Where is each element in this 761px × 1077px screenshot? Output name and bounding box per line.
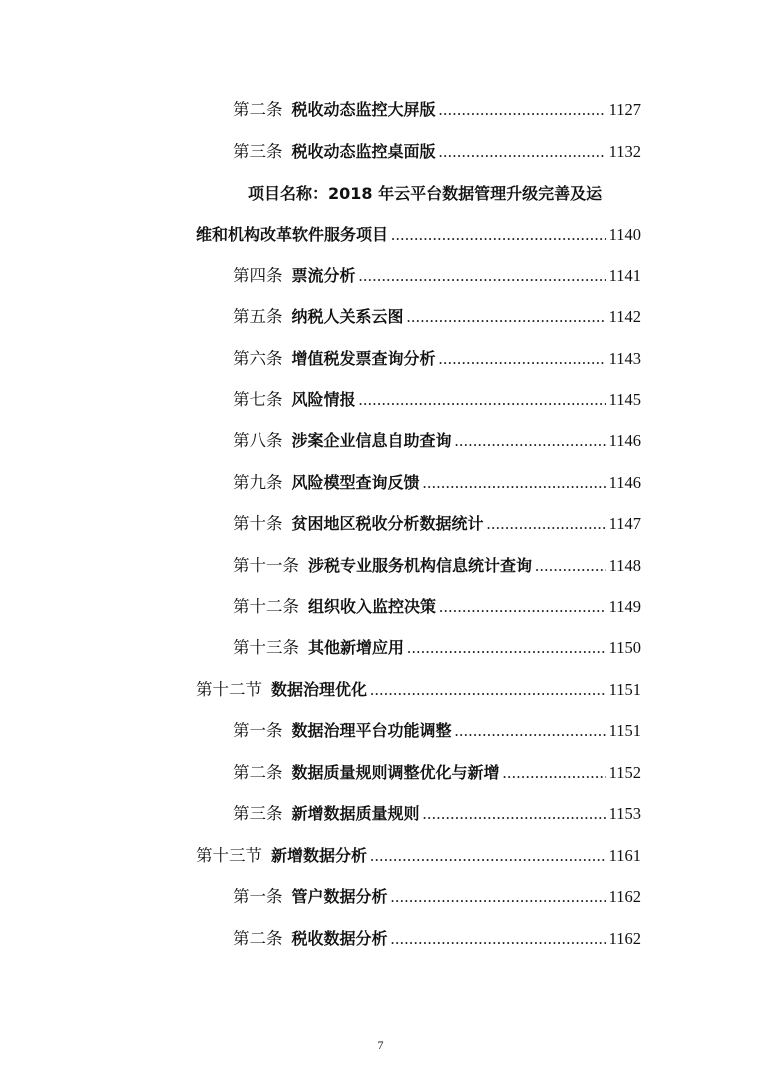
dot-leader bbox=[487, 510, 606, 538]
toc-entry[interactable] bbox=[233, 552, 641, 580]
dot-leader bbox=[359, 262, 606, 290]
toc-entry[interactable] bbox=[233, 262, 641, 290]
toc-entry[interactable] bbox=[233, 469, 641, 497]
toc-entry[interactable] bbox=[233, 593, 641, 621]
dot-leader bbox=[439, 138, 606, 166]
toc-section[interactable] bbox=[196, 676, 641, 704]
toc-entry-title: 新增数据质量规则 bbox=[291, 804, 420, 823]
toc-entry-title: 增值税发票查询分析 bbox=[291, 349, 436, 368]
toc-entry-page: 1148 bbox=[608, 556, 641, 575]
toc-entry[interactable] bbox=[233, 303, 641, 331]
toc-entry-title: 税收动态监控大屏版 bbox=[291, 100, 436, 119]
dot-leader bbox=[391, 925, 606, 953]
dot-leader bbox=[407, 634, 606, 662]
toc-entry-title: 贫困地区税收分析数据统计 bbox=[291, 514, 484, 533]
toc-entry-label: 第三条 bbox=[233, 804, 283, 823]
toc-section[interactable] bbox=[196, 842, 641, 870]
toc-entry-page: 1143 bbox=[608, 349, 641, 368]
toc-entry-page: 1147 bbox=[608, 514, 641, 533]
toc-entry-label: 第八条 bbox=[233, 431, 283, 450]
toc-entry-page: 1132 bbox=[608, 142, 641, 161]
dot-leader bbox=[370, 676, 606, 704]
project-title-line-1: 项目名称：2018 年云平台数据管理升级完善及运 bbox=[248, 184, 603, 203]
toc-entry-page: 1149 bbox=[608, 597, 641, 616]
toc-entry-title: 涉案企业信息自助查询 bbox=[291, 431, 452, 450]
dot-leader bbox=[423, 800, 606, 828]
toc-entry-title: 风险情报 bbox=[291, 390, 356, 409]
toc-entry[interactable] bbox=[233, 96, 641, 124]
toc-entry-label: 第七条 bbox=[233, 390, 283, 409]
dot-leader bbox=[535, 552, 606, 580]
dot-leader bbox=[359, 386, 606, 414]
toc-entry-title: 税收数据分析 bbox=[291, 929, 388, 948]
toc-entry-page: 1162 bbox=[608, 929, 641, 948]
toc-entry[interactable] bbox=[233, 345, 641, 373]
toc-entry-label: 第十二条 bbox=[233, 597, 299, 616]
dot-leader bbox=[439, 345, 606, 373]
toc-entry-page: 1162 bbox=[608, 887, 641, 906]
project-title-line-2: 维和机构改革软件服务项目 bbox=[196, 225, 389, 244]
toc-entry[interactable] bbox=[233, 717, 641, 745]
page-number: 7 bbox=[377, 1038, 384, 1052]
toc-entry-label: 第二条 bbox=[233, 763, 283, 782]
toc-entry-label: 第十三条 bbox=[233, 638, 299, 657]
toc-entry-label: 第一条 bbox=[233, 887, 283, 906]
toc-entry-label: 第四条 bbox=[233, 266, 283, 285]
toc-entry-label: 第二条 bbox=[233, 929, 283, 948]
toc-entry-title: 纳税人关系云图 bbox=[291, 307, 404, 326]
toc-entry-title: 数据质量规则调整优化与新增 bbox=[291, 763, 500, 782]
toc-entry-label: 第一条 bbox=[233, 721, 283, 740]
dot-leader bbox=[503, 759, 606, 787]
toc-entry-page: 1161 bbox=[608, 846, 641, 865]
toc-entry-title: 数据治理优化 bbox=[271, 680, 368, 699]
toc-entry-page: 1127 bbox=[608, 100, 641, 119]
toc-entry[interactable] bbox=[233, 759, 641, 787]
toc-entry[interactable] bbox=[233, 138, 641, 166]
toc-entry-title: 管户数据分析 bbox=[291, 887, 388, 906]
dot-leader bbox=[391, 883, 606, 911]
toc-entry-title: 数据治理平台功能调整 bbox=[291, 721, 452, 740]
toc-entry-page: 1152 bbox=[608, 763, 641, 782]
toc-entry-page: 1151 bbox=[608, 680, 641, 699]
toc-entry[interactable] bbox=[233, 925, 641, 953]
dot-leader bbox=[439, 593, 606, 621]
toc-entry-title: 税收动态监控桌面版 bbox=[291, 142, 436, 161]
toc-entry-title: 票流分析 bbox=[291, 266, 356, 285]
dot-leader bbox=[439, 96, 606, 124]
toc-entry[interactable] bbox=[233, 427, 641, 455]
toc-entry-page: 1153 bbox=[608, 804, 641, 823]
dot-leader bbox=[391, 221, 606, 249]
toc-entry-page: 1150 bbox=[608, 638, 641, 657]
toc-entry[interactable] bbox=[233, 883, 641, 911]
dot-leader bbox=[423, 469, 606, 497]
toc-entry-title: 其他新增应用 bbox=[308, 638, 405, 657]
toc-entry-page: 1141 bbox=[608, 266, 641, 285]
toc-entry[interactable] bbox=[233, 510, 641, 538]
toc-entry[interactable] bbox=[233, 386, 641, 414]
toc-entry-page: 1151 bbox=[608, 721, 641, 740]
toc-entry-title: 风险模型查询反馈 bbox=[291, 473, 420, 492]
toc-entry-label: 第九条 bbox=[233, 473, 283, 492]
dot-leader bbox=[455, 717, 606, 745]
toc-entry-page: 1145 bbox=[608, 390, 641, 409]
toc-entry-label: 第三条 bbox=[233, 142, 283, 161]
toc-entry[interactable] bbox=[233, 634, 641, 662]
toc-entry-label: 第五条 bbox=[233, 307, 283, 326]
toc-entry-title: 组织收入监控决策 bbox=[308, 597, 437, 616]
toc-entry-label: 第十二节 bbox=[196, 680, 262, 699]
toc-entry-title: 涉税专业服务机构信息统计查询 bbox=[308, 556, 533, 575]
toc-entry-page: 1142 bbox=[608, 307, 641, 326]
project-title-entry[interactable] bbox=[196, 221, 641, 249]
toc-entry-label: 第二条 bbox=[233, 100, 283, 119]
toc-entry-page: 1146 bbox=[608, 431, 641, 450]
dot-leader bbox=[407, 303, 606, 331]
toc-entry[interactable] bbox=[233, 800, 641, 828]
toc-entry-label: 第十条 bbox=[233, 514, 283, 533]
dot-leader bbox=[370, 842, 606, 870]
toc-entry-label: 第十三节 bbox=[196, 846, 262, 865]
toc-entry-page: 1140 bbox=[608, 225, 641, 244]
toc-entry-title: 新增数据分析 bbox=[271, 846, 368, 865]
toc-entry-label: 第十一条 bbox=[233, 556, 299, 575]
toc-entry-label: 第六条 bbox=[233, 349, 283, 368]
dot-leader bbox=[455, 427, 606, 455]
toc-entry-page: 1146 bbox=[608, 473, 641, 492]
